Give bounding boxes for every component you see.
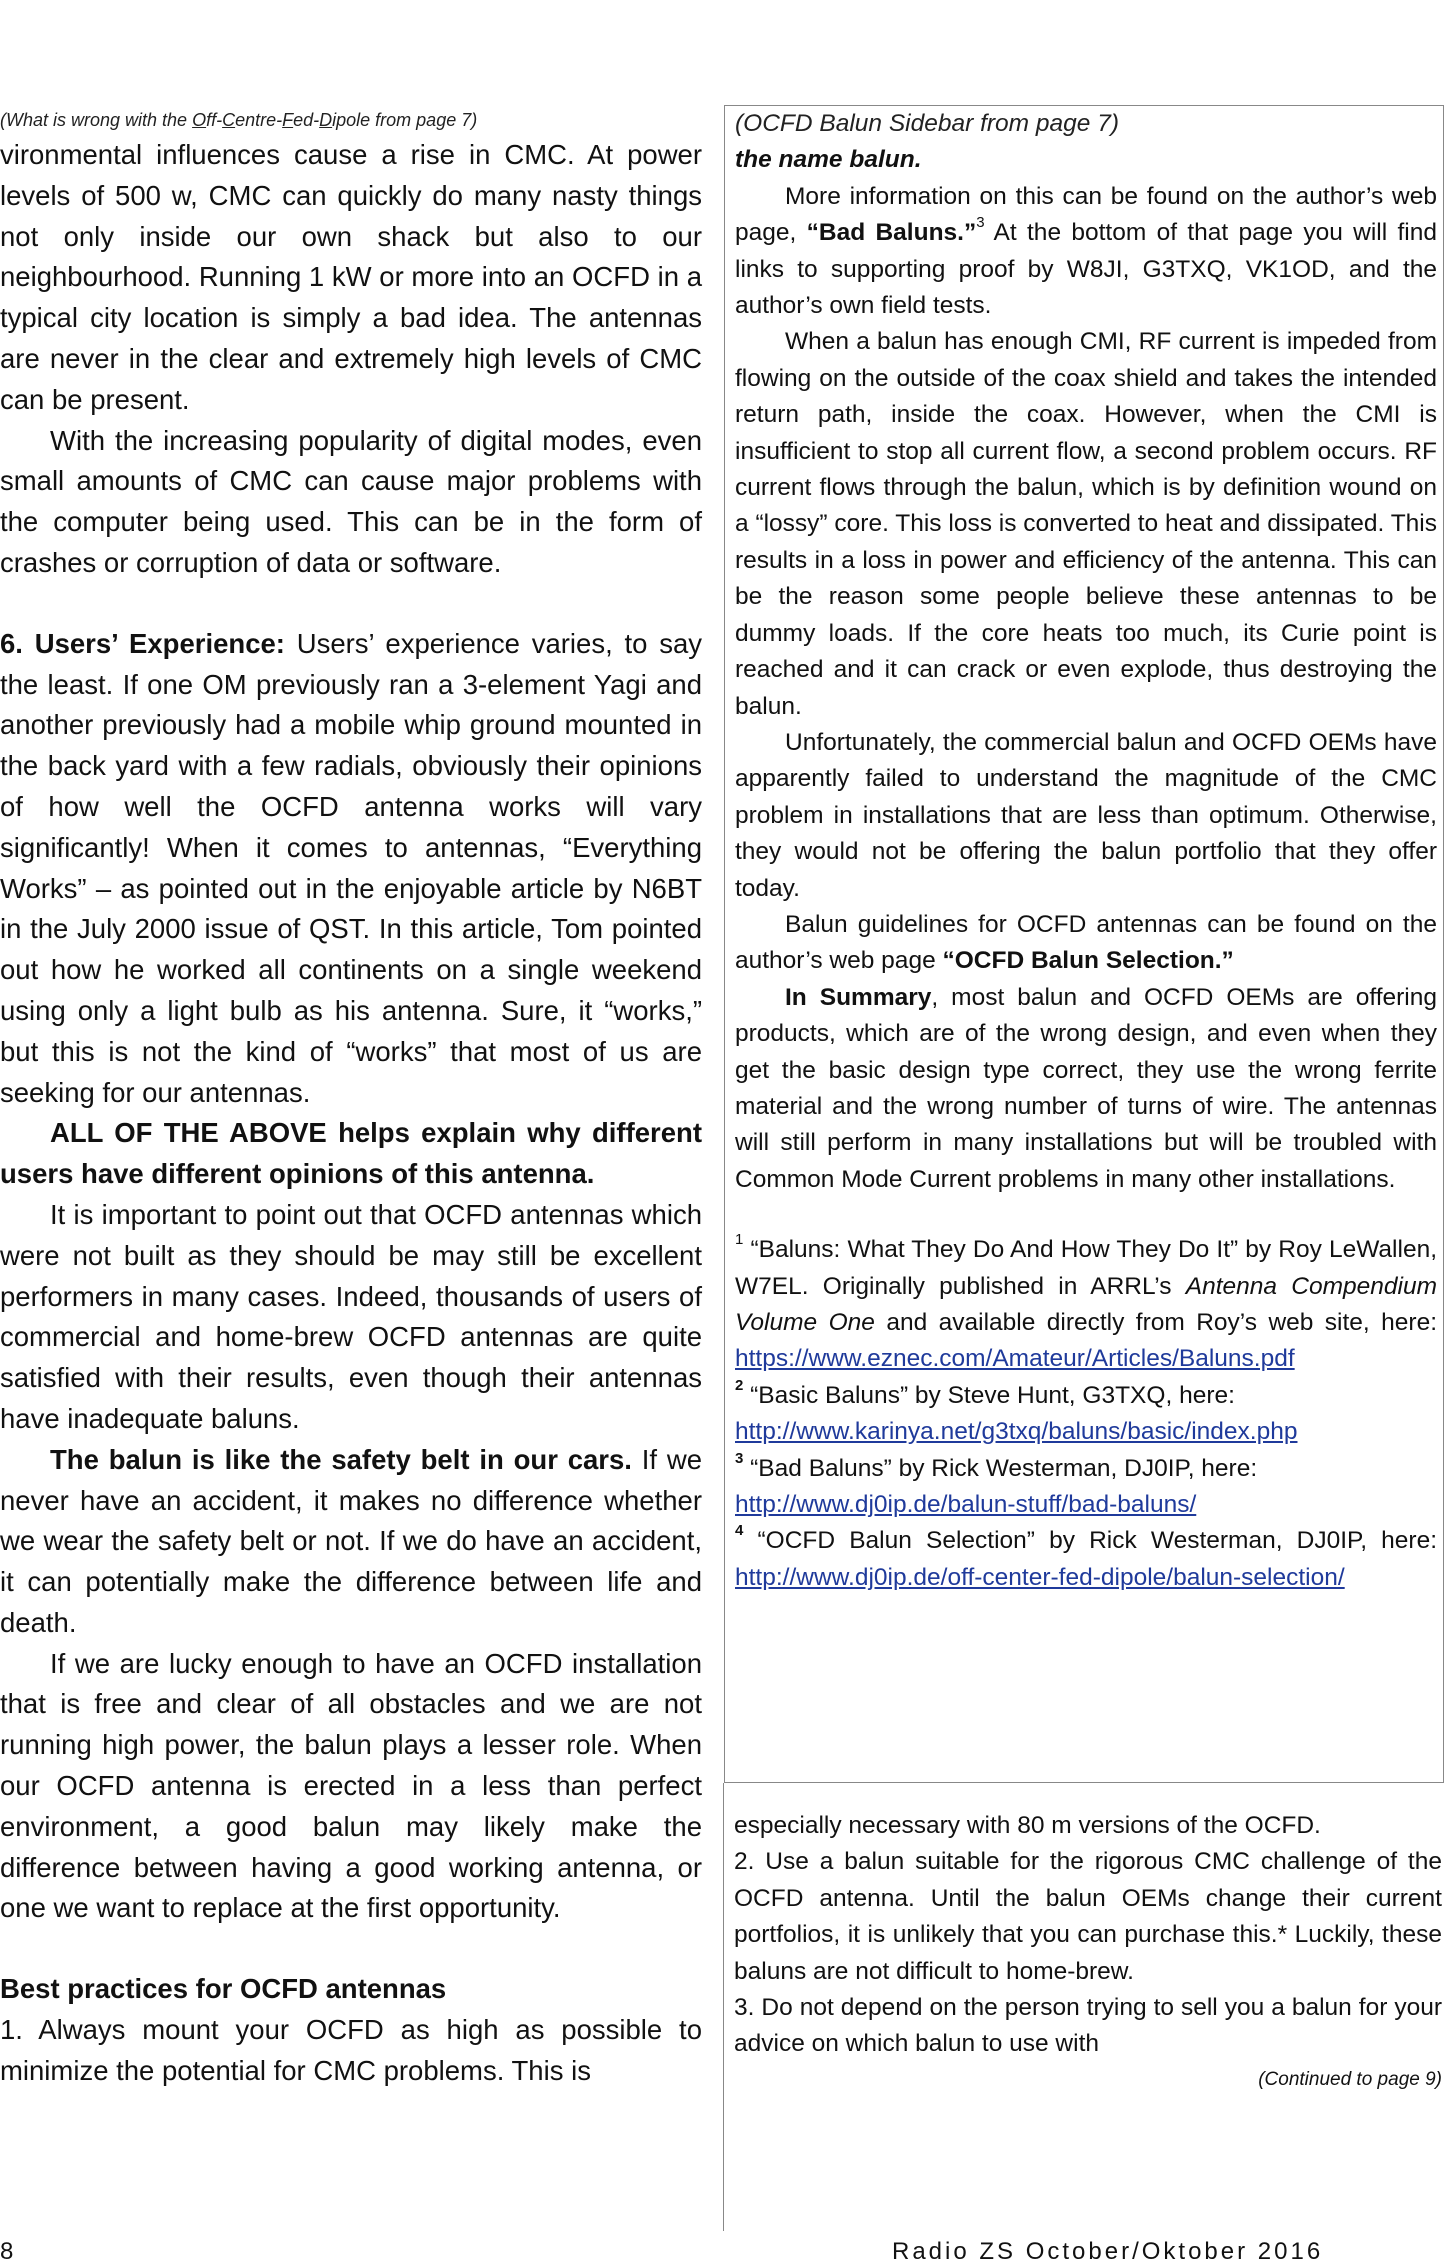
list-item: 1. Always mount your OCFD as high as possible to minimize the potential for CMC problems. This is [0, 2014, 702, 2086]
paragraph: 6. Users’ Experience: Users’ experience varies, to say the least. If one OM previously ran a 3-element Yagi and another previously had a mobile whip ground mounted in the back yard with a few radials, obviously their opinions of how well the OCFD antenna works will vary significantly! When it comes to antennas, “Everything Works” – as pointed out in the enjoyable article by N6BT in the July 2000 issue of QST. In this article, Tom pointed out how he worked all continents on a single weekend using only a light bulb as his antenna. Sure, it “works,” but this is not the kind of “works” that most of us are seeking for our antennas. [0, 627, 702, 1108]
paragraph: In Summary, most balun and OCFD OEMs are offering products, which are of the wrong design, and even when they get the basic design type correct, they use the wrong ferrite material and the wrong number of turns of wire. The antennas will still perform in many installations but will be troubled with Common Mode Current problems in many other installations. [735, 983, 1437, 1193]
list-item: 3. Do not depend on the person trying to sell you a balun for your advice on which balun to use with [734, 1994, 1442, 2058]
footnote-link[interactable]: https://www.eznec.com/Amateur/Articles/Baluns.pdf [735, 1345, 1295, 1373]
paragraph: vironmental influences cause a rise in CMC. At power levels of 500 w, CMC can quickly do many nasty things not only inside our own shack but also to our neighbourhood. Running 1 kW or more into an OCFD in a typical city location is simply a bad idea. The antennas are never in the clear and extremely high levels of CMC can be present. [0, 139, 702, 415]
list-item: 2. Use a balun suitable for the rigorous CMC challenge of the OCFD antenna. Until the balun OEMs change their current portfolios, it is unlikely that you can purchase this.* Luckily, these baluns are not difficult to home-brew. [734, 1848, 1442, 1985]
right-column [734, 1808, 1442, 2095]
footnote-4: $^4$ “OCFD Balun Selection” by Rick Westerman, DJ0IP, here: http://www.dj0ip.de/off-center-fed-dipole/balun-selection/ [735, 1522, 1437, 1591]
footnote-link[interactable]: http://www.karinya.net/g3txq/baluns/basic/index.php [735, 1418, 1298, 1446]
continued-note: (Continued to page 9) [1258, 2068, 1442, 2090]
paragraph: It is important to point out that OCFD antennas which were not built as they should be may still be excellent performers in many cases. Indeed, thousands of users of commercial and home-brew OCFD antennas are quite satisfied with their results, even though their antennas have inadequate baluns. [0, 1198, 702, 1434]
paragraph: Unfortunately, the commercial balun and OCFD OEMs have apparently failed to understand the magnitude of the CMC problem in installations that are less than optimum. Otherwise, they would not be offering the balun portfolio that they offer today. [735, 728, 1437, 902]
paragraph: The balun is like the safety belt in our cars. If we never have an accident, it makes no difference whether we wear the safety belt or not. If we do have an accident, it can potentially make the difference between life and death. [0, 1443, 702, 1638]
footnote-link[interactable]: http://www.dj0ip.de/balun-stuff/bad-baluns/ [735, 1491, 1197, 1519]
paragraph: ALL OF THE ABOVE helps explain why different users have different opinions of this antenna. [0, 1117, 702, 1190]
left-column [0, 105, 702, 2092]
column-divider [723, 1783, 724, 2231]
paragraph: Balun guidelines for OCFD antennas can be found on the author’s web page “OCFD Balun Selection.” [735, 910, 1437, 975]
footnote-link[interactable]: http://www.dj0ip.de/off-center-fed-dipole/balun-selection/ [735, 1563, 1345, 1591]
sidebar-lead: the name balun. [735, 146, 922, 174]
paragraph: When a balun has enough CMI, RF current is impeded from flowing on the outside of the coax shield and takes the intended return path, inside the coax. However, when the CMI is insufficient to stop all current flow, a second problem occurs. RF current flows through the balun, which is by definition wound on a “lossy” core. This loss is converted to heat and dissipated. This results in a loss in power and efficiency of the antenna. This can be the reason some people believe these antennas to be dummy loads. If the core heats too much, its Curie point is reached and it can crack or even explode, thus destroying the balun. [735, 328, 1437, 720]
footnote-3: $^3$ “Bad Baluns” by Rick Westerman, DJ0IP, here: http://www.dj0ip.de/balun-stuff/bad-baluns/ [735, 1449, 1258, 1519]
sidebar-caption: (OCFD Balun Sidebar from page 7) [735, 110, 1119, 137]
section-heading: 6. Users’ Experience: [0, 627, 285, 659]
paragraph: especially necessary with 80 m versions of the OCFD. [734, 1812, 1321, 1839]
footnote-2: $^2$ “Basic Baluns” by Steve Hunt, G3TXQ, here: http://www.karinya.net/g3txq/baluns/basic/index.php [735, 1376, 1298, 1446]
page-number: 8 [0, 2238, 14, 2265]
paragraph: More information on this can be found on the author’s web page, “Bad Baluns.”$^3$ At the bottom of that page you will find links to supporting proof by W8JI, G3TXQ, VK1OD, and the author’s own field tests. [735, 182, 1437, 320]
paragraph: With the increasing popularity of digital modes, even small amounts of CMC can cause major problems with the computer being used. This can be in the form of crashes or corruption of data or software. [0, 424, 702, 578]
sidebar-box [724, 105, 1444, 1783]
paragraph: If we are lucky enough to have an OCFD installation that is free and clear of all obstacles and we are not running high power, the balun plays a lesser role. When our OCFD antenna is erected in a less than perfect environment, a good balun may likely make the difference between having a good working antenna, or one we want to replace at the first opportunity. [0, 1647, 702, 1924]
section-heading: Best practices for OCFD antennas [0, 1973, 447, 2005]
footnote-1: $^1$ “Baluns: What They Do And How They Do It” by Roy LeWallen, W7EL. Originally published in ARRL’s Antenna Compendium Volume One and available directly from Roy’s web site, here: https://www.eznec.com/Amateur/Articles/Baluns.pdf [735, 1231, 1438, 1373]
left-caption: (What is wrong with the Off-Centre-Fed-Dipole from page 7) [0, 110, 478, 130]
publication-footer: Radio ZS October/Oktober 2016 [892, 2238, 1324, 2265]
